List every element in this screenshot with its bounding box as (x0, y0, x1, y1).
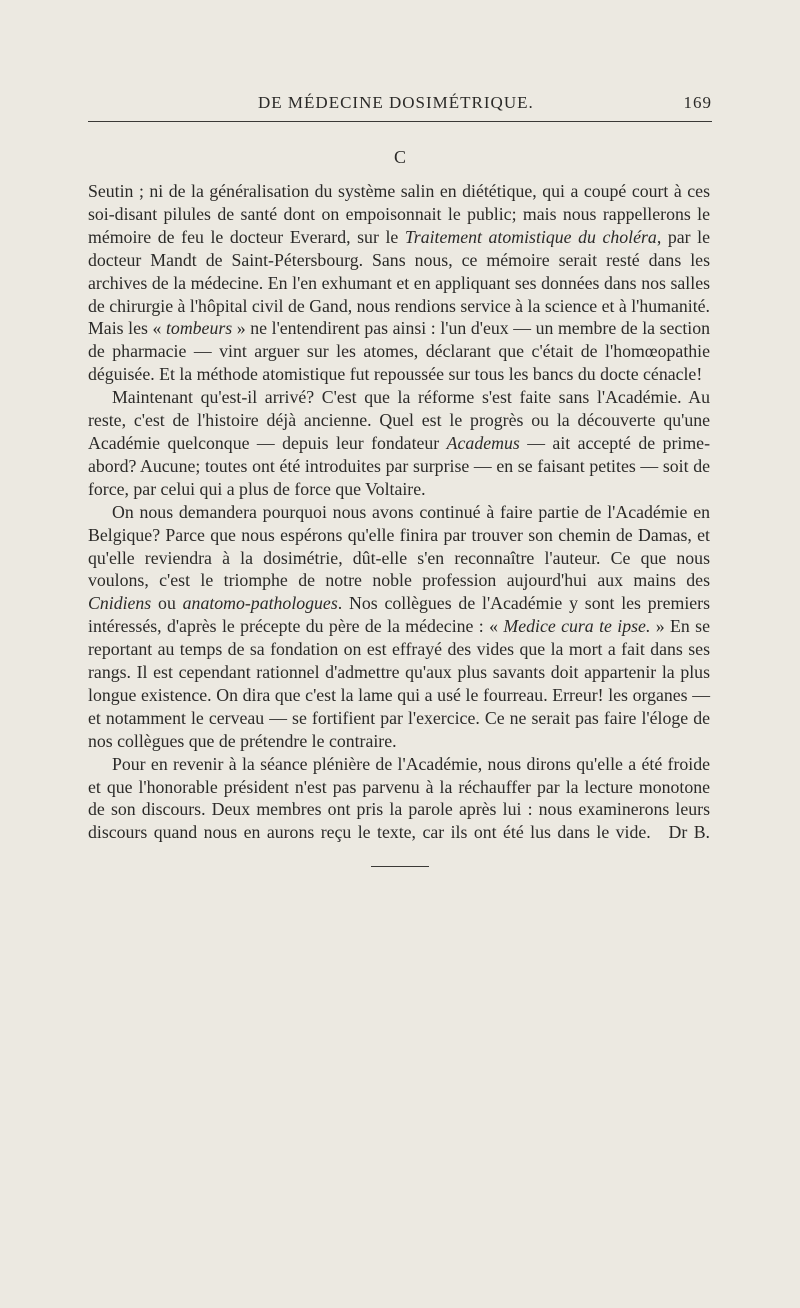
body-text (88, 180, 710, 844)
header-rule (88, 121, 712, 122)
italic-term: Cnidiens (88, 593, 152, 614)
paragraph-2: Maintenant qu'est-il arrivé? C'est que la réforme s'est faite sans l'Académie. Au reste, c'est de l'histoire déjà ancienne. Quel est le progrès ou la découverte qu'une Académie quelconque — depuis leur fondateur Academus — ait accepté de prime-abord? Aucune; toutes ont été introduites par surprise — en se faisant petites — soit de force, par celui qui a plus de force que Voltaire. (88, 387, 710, 499)
italic-term: anatomo-pathologues (182, 593, 338, 614)
end-rule (371, 866, 429, 867)
paragraph-3: On nous demandera pourquoi nous avons continué à faire partie de l'Académie en Belgique? Parce que nous espérons qu'elle finira par trouver son chemin de Damas, et qu'elle reviendra à la dosimétrie, dût-elle s'en reconnaître l'auteur. Ce que nous voulons, c'est le triomphe de notre noble profession aujourd'hui aux mains des Cnidiens ou anatomo-pathologues. Nos collègues de l'Académie y sont les premiers intéressés, d'après le précepte du père de la médecine : « Medice cura te ipse. » En se reportant au temps de sa fondation on est effrayé des vides que la mort a fait dans ses rangs. Il est cependant rationnel d'admettre qu'aux plus savants doit appartenir la plus longue existence. On dira que c'est la lame qui a usé le fourreau. Erreur! les organes — et notamment le cerveau — se fortifient par l'exercice. Ce ne serait pas faire l'éloge de nos collègues que de prétendre le contraire. (88, 501, 710, 751)
italic-title: Traitement atomistique du choléra (404, 226, 657, 247)
page-number: 169 (683, 93, 712, 112)
paragraph-1: Seutin ; ni de la généralisation du système salin en diététique, qui a coupé court à ces soi-disant pilules de santé dont on empoisonnait le public; mais nous rappellerons le mémoire de feu le docteur Everard, sur le Traitement atomistique du choléra, par le docteur Mandt de Saint-Pétersbourg. Sans nous, ce mémoire serait resté dans les archives de la médecine. En l'en exhumant et en appliquant ses données dans nos salles de chirurgie à l'hôpital civil de Gand, nous rendions service à la science et à l'humanité. Mais les « tombeurs » ne l'entendirent pas ainsi : l'un d'eux — un membre de la section de pharmacie — vint arguer sur les atomes, déclarant que c'était de l'homœopathie déguisée. Et la méthode atomistique fut repoussée sur tous les bancs du docte cénacle! (88, 181, 710, 385)
italic-quote: Medice cura te ipse. (503, 616, 651, 637)
italic-name: Academus (446, 432, 520, 453)
running-title: DE MÉDECINE DOSIMÉTRIQUE. (258, 93, 534, 112)
italic-term: tombeurs (165, 318, 233, 339)
section-letter: C (393, 147, 406, 167)
paragraph-4: Pour en revenir à la séance plénière de l'Académie, nous dirons qu'elle a été froide et que l'honorable président n'est pas parvenu à la réchauffer par la lecture monotone de son discours. Deux membres ont pris la parole après lui : nous examinerons leurs discours quand nous en aurons reçu le texte, car ils ont été lus dans le vide. Dr B. (88, 753, 711, 843)
signature: Dr B. (668, 822, 711, 843)
